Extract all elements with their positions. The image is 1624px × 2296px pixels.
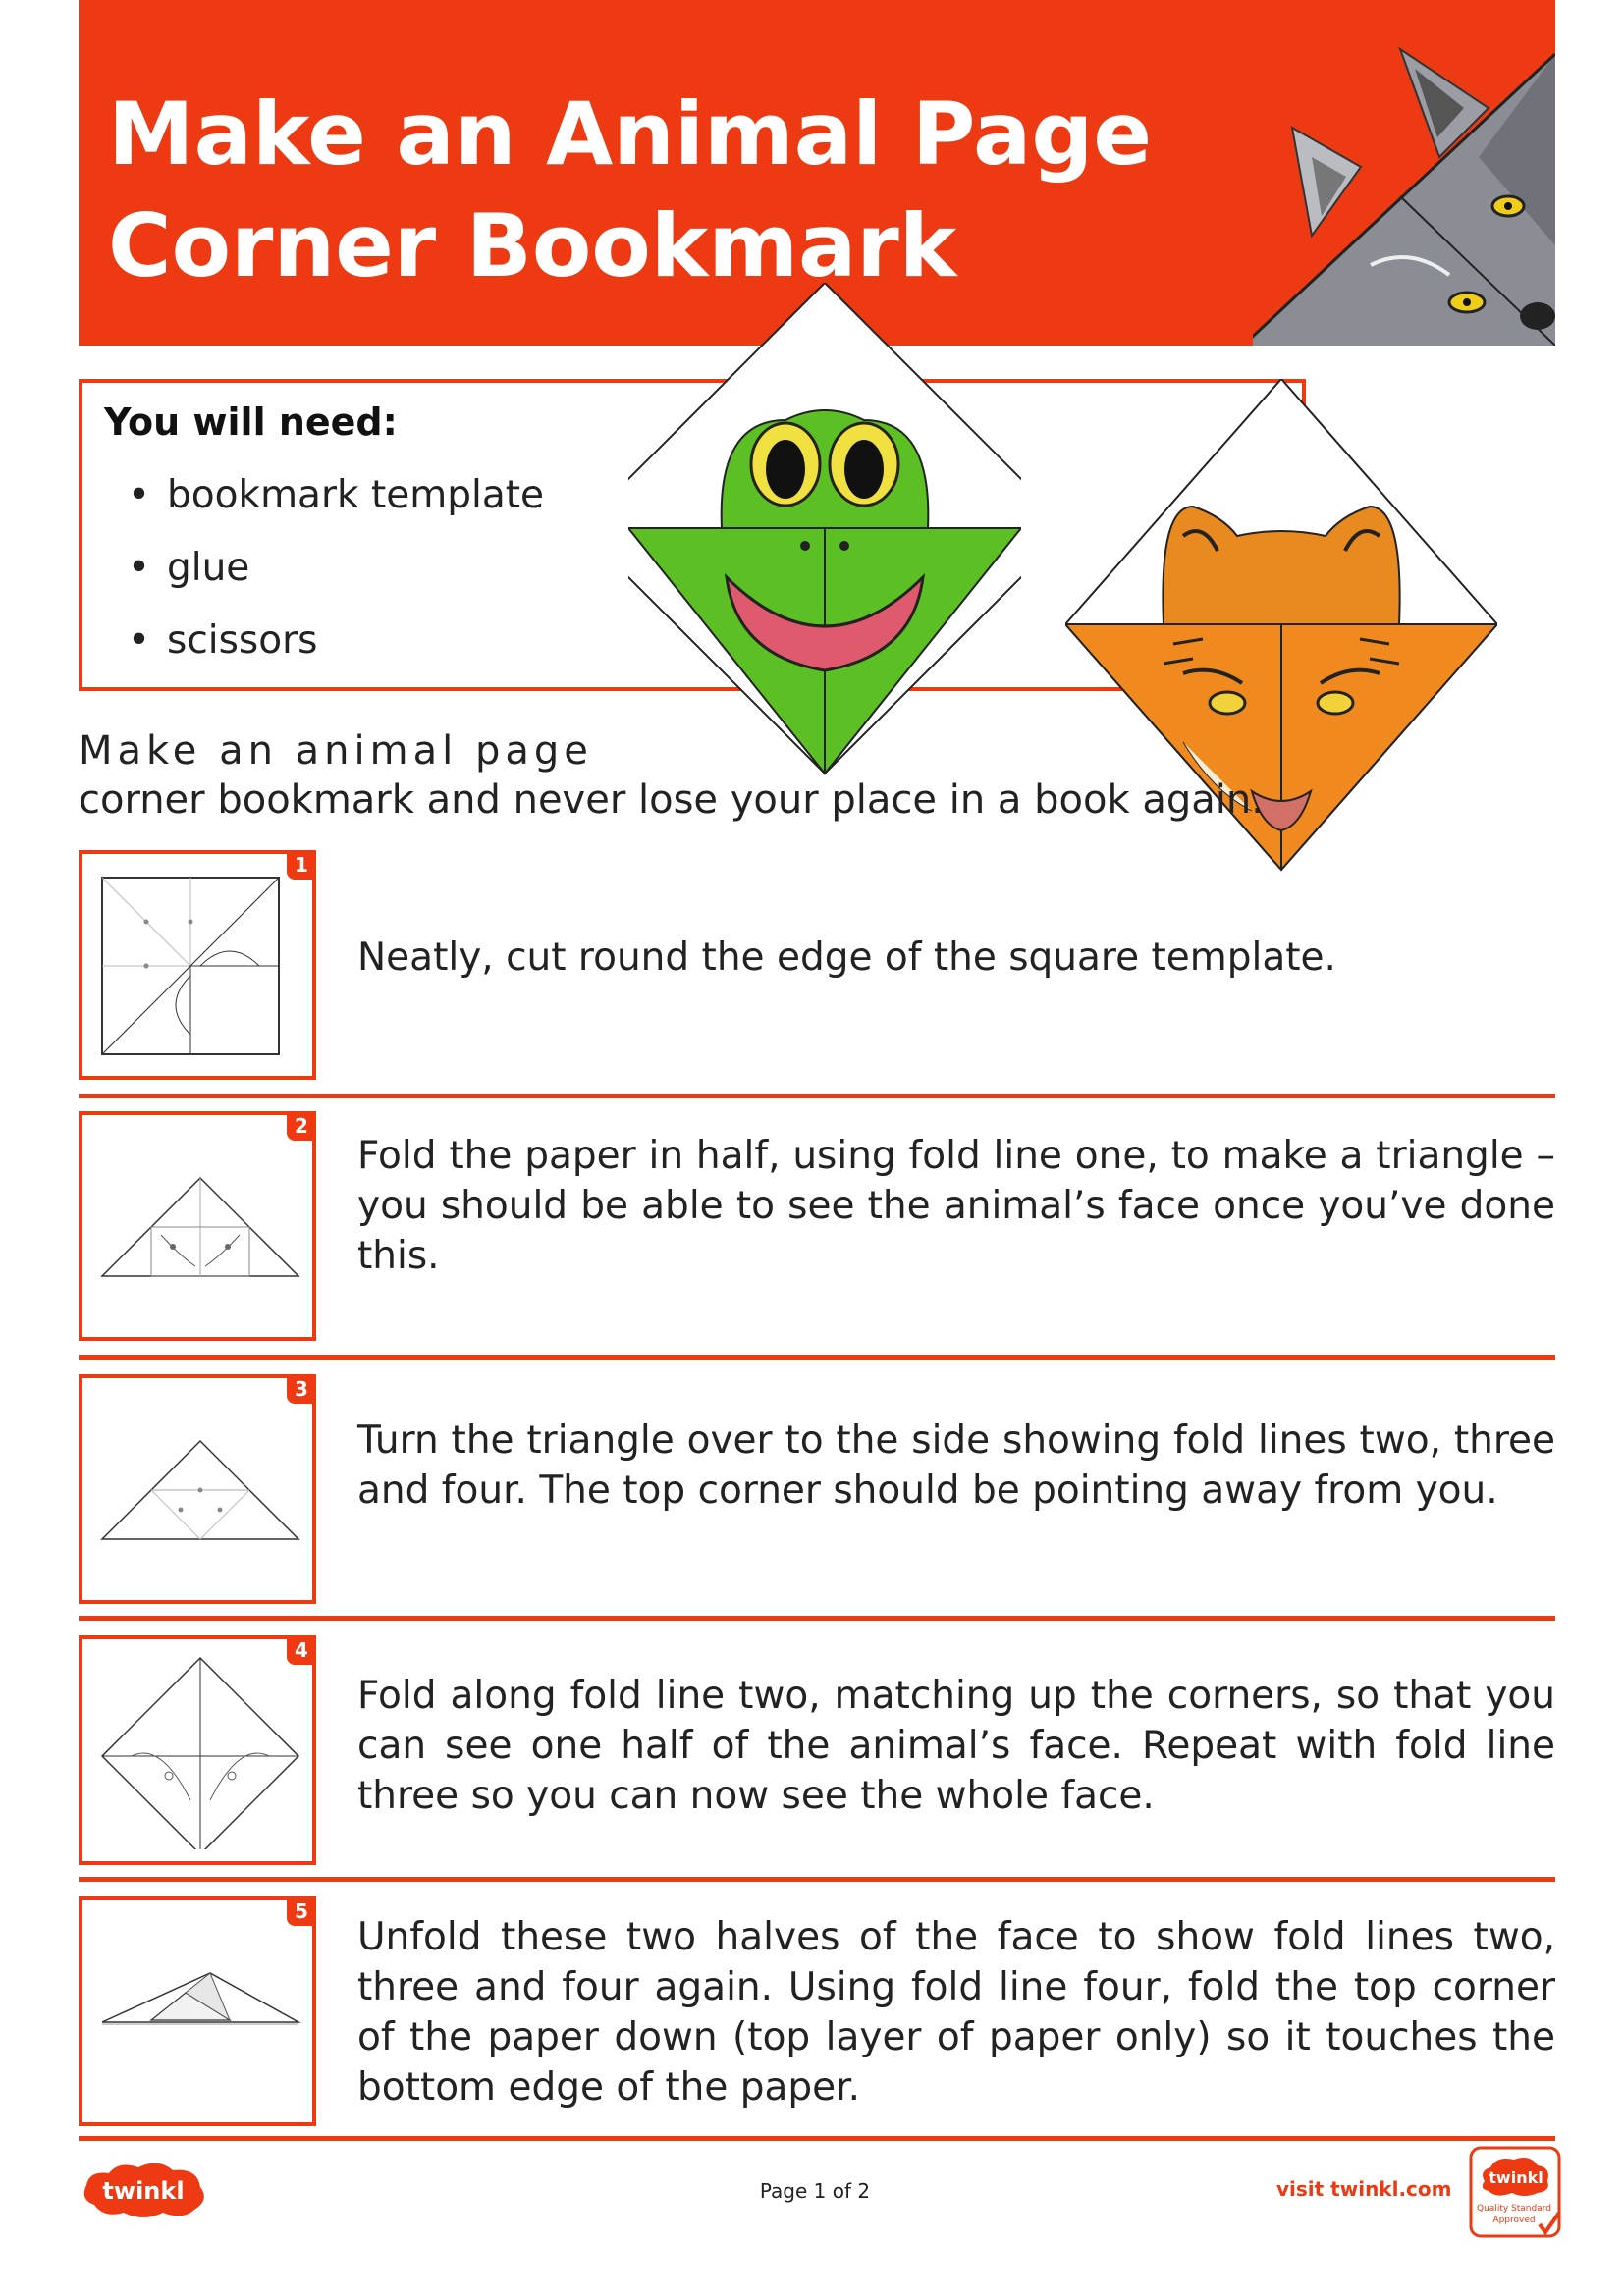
page-number: Page 1 of 2 <box>759 2179 871 2203</box>
step-1-diagram <box>79 850 316 1080</box>
title-line-1: Make an Animal Page <box>108 83 1153 185</box>
step-divider <box>79 1616 1555 1621</box>
step-2-text: Fold the paper in half, using fold line one, to make a triangle – you should be able to see the animal’s face once you’ve done this. <box>357 1134 1555 1278</box>
materials-item: • bookmark template <box>128 473 545 517</box>
folded-triangle-icon <box>92 1129 308 1325</box>
page-title <box>108 79 1237 302</box>
materials-item: • glue <box>128 546 250 590</box>
bullet-icon: • <box>128 618 151 663</box>
frog-bookmark-illustration <box>628 283 1021 783</box>
step-divider <box>79 2136 1555 2141</box>
quality-badge-icon <box>1469 2146 1565 2242</box>
step-1-text: Neatly, cut round the edge of the square template. <box>357 935 1336 980</box>
wolf-illustration <box>1253 0 1555 346</box>
step-divider <box>79 1094 1555 1098</box>
step-divider <box>79 1877 1555 1882</box>
corner-fold-icon <box>92 1914 308 2110</box>
step-5-text: Unfold these two halves of the face to show fold lines two, three and four again. Using fold line four, fold the top corner of the paper down (top layer of paper only) so it touches the bottom edge of the paper. <box>357 1915 1555 2109</box>
step-4-text: Fold along fold line two, matching up the corners, so that you can see one half of the animal’s face. Repeat with fold line three so you can now see the whole face. <box>357 1674 1555 1818</box>
step-3-text: Turn the triangle over to the side showing fold lines two, three and four. The top corner should be pointing away from you. <box>357 1418 1555 1513</box>
step-number-badge: 4 <box>287 1635 316 1665</box>
bullet-icon: • <box>128 546 151 590</box>
svg-text:Quality Standard: Quality Standard <box>1477 2204 1551 2214</box>
square-template-icon <box>92 868 289 1064</box>
step-4-diagram <box>79 1635 316 1865</box>
visit-link[interactable]: visit twinkl.com <box>1276 2177 1452 2201</box>
svg-text:twinkl: twinkl <box>102 2177 185 2205</box>
step-5-diagram <box>79 1896 316 2126</box>
flipped-triangle-icon <box>92 1392 308 1588</box>
intro-text-line-2: corner bookmark and never lose your place in a book again. <box>79 777 1264 823</box>
step-number-badge: 1 <box>287 850 316 880</box>
title-line-2: Corner Bookmark <box>108 195 957 296</box>
step-number-badge: 3 <box>287 1374 316 1404</box>
svg-text:twinkl: twinkl <box>1489 2168 1543 2187</box>
bullet-icon: • <box>128 473 151 517</box>
twinkl-logo-icon[interactable] <box>75 2156 212 2224</box>
materials-item: • scissors <box>128 618 318 663</box>
diamond-fold-icon <box>92 1653 308 1849</box>
step-number-badge: 2 <box>287 1111 316 1141</box>
intro-text-line-1: Make an animal page <box>79 728 593 774</box>
svg-text:Approved: Approved <box>1492 2216 1536 2225</box>
step-divider <box>79 1355 1555 1360</box>
step-3-diagram <box>79 1374 316 1604</box>
step-number-badge: 5 <box>287 1896 316 1926</box>
materials-heading: You will need: <box>104 400 398 444</box>
step-2-diagram <box>79 1111 316 1341</box>
